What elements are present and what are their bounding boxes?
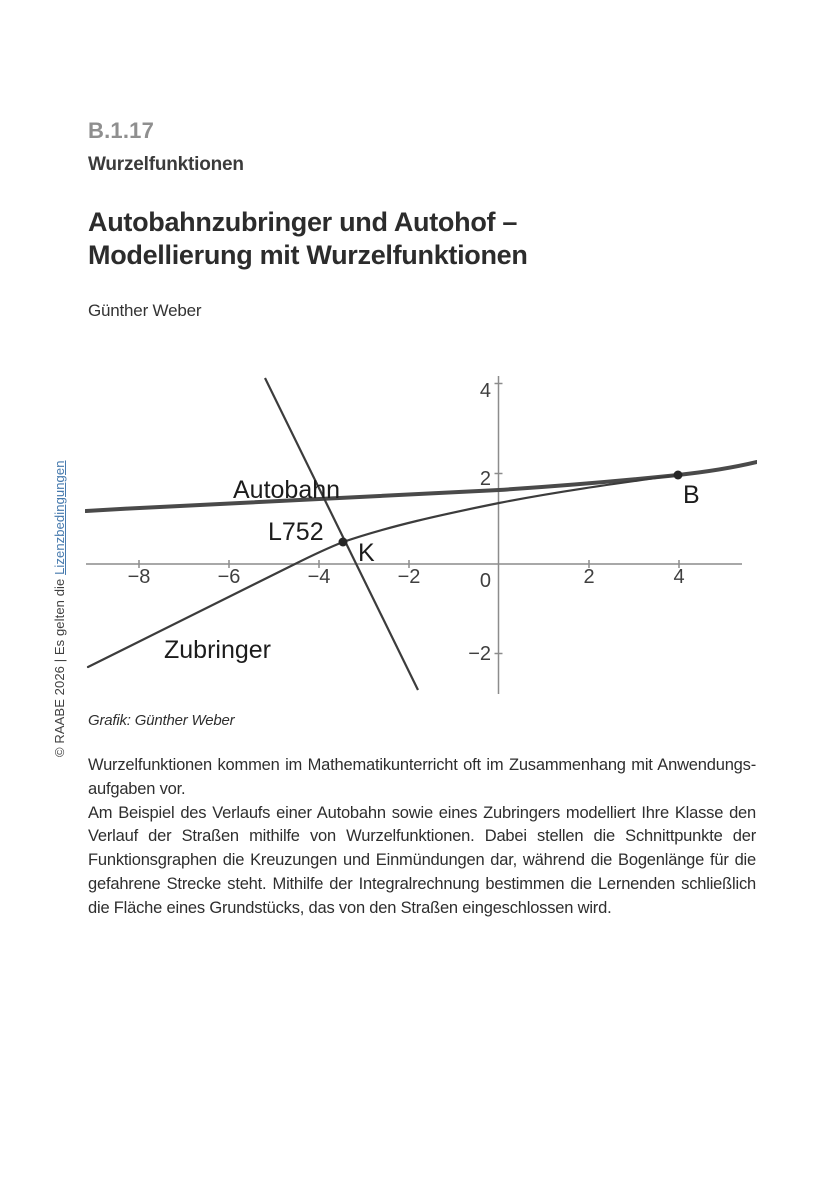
page-title (88, 206, 528, 272)
origin-label: 0 (479, 570, 491, 592)
copyright-text: © RAABE 2026 | Es gelten die (52, 574, 67, 757)
autobahn-curve (86, 462, 757, 511)
license-link[interactable]: Lizenzbedingungen (52, 460, 67, 575)
figure-caption: Grafik: Günther Weber (88, 712, 235, 729)
point-b-label: B (683, 481, 700, 509)
x-tick-label: −2 (397, 566, 421, 588)
author-name: Günther Weber (88, 301, 202, 320)
x-tick-label: −4 (307, 566, 331, 588)
body-text-line: die Fläche eines Grundstücks, das von den Straßen eingeschlossen wird. (88, 898, 612, 917)
y-tick-label: −2 (468, 643, 491, 665)
l752-label: L752 (268, 518, 324, 546)
body-text-line: Am Beispiel des Verlaufs einer Autobahn sowie eines Zubringers modelliert Ihre Klasse den (88, 803, 756, 822)
zubringer-label: Zubringer (164, 636, 271, 664)
x-tick-label: −8 (127, 566, 151, 588)
graph-svg (85, 368, 757, 700)
point-b-dot (674, 471, 683, 480)
y-tick-label: 2 (479, 468, 491, 490)
page-title-line2: Modellierung mit Wurzelfunktionen (88, 240, 528, 270)
function-graph-figure (85, 368, 757, 700)
point-k-label: K (358, 539, 375, 567)
category-label: Wurzelfunktionen (88, 154, 244, 175)
body-text-line: Wurzelfunktionen kommen im Mathematikunterricht oft im Zusammenhang mit Anwendungs- (88, 756, 756, 774)
page-title-line1: Autobahnzubringer und Autohof – (88, 207, 518, 237)
x-tick-label: 2 (583, 566, 595, 588)
x-tick-label: 4 (673, 566, 685, 588)
y-tick-label: 4 (479, 380, 491, 402)
point-k-dot (339, 538, 348, 547)
x-tick-label: −6 (217, 566, 241, 588)
body-text-line: Funktionsgraphen die Kreuzungen und Einmündungen dar, während die Bogenlänge für die (88, 851, 756, 870)
body-text-line: gefahrene Strecke steht. Mithilfe der Integralrechnung bestimmen die Lernenden schließlich (88, 874, 756, 893)
sidebar-copyright (52, 460, 67, 757)
page-code: B.1.17 (88, 118, 155, 143)
body-text-line: Verlauf der Straßen mithilfe von Wurzelfunktionen. Dabei stellen die Schnittpunkte der (88, 827, 756, 846)
body-text-line: aufgaben vor. (88, 779, 186, 798)
autobahn-label: Autobahn (233, 476, 341, 504)
body-text (88, 754, 756, 921)
